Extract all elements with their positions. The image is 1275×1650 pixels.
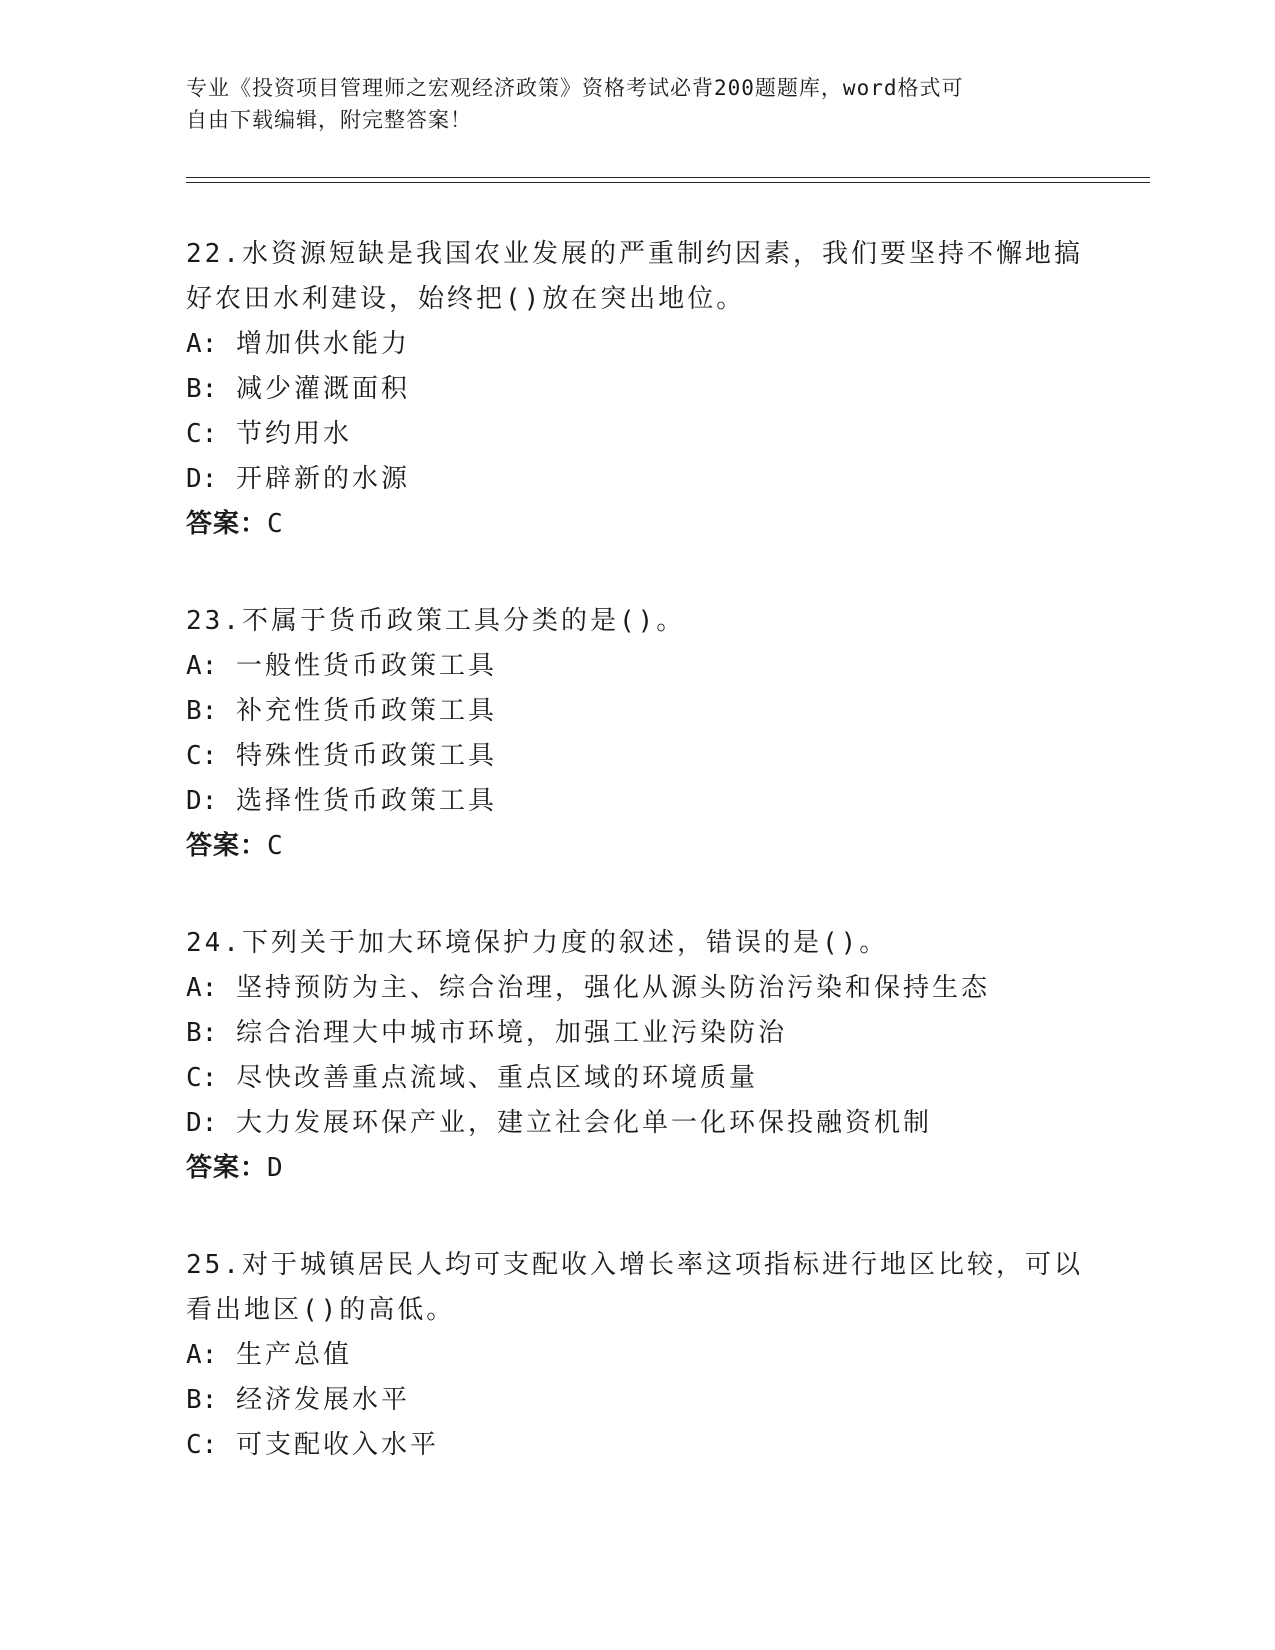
question-list bbox=[186, 232, 1086, 1520]
option-a bbox=[186, 966, 1086, 1011]
answer-label: 答案： bbox=[186, 509, 268, 539]
header-divider-top bbox=[186, 177, 1150, 178]
option-letter: B: bbox=[186, 1385, 218, 1415]
option-letter: A: bbox=[186, 1340, 218, 1370]
option-text: 减少灌溉面积 bbox=[235, 374, 410, 404]
option-d bbox=[186, 457, 1086, 502]
answer-value: D bbox=[267, 1153, 284, 1183]
option-text: 特殊性货币政策工具 bbox=[235, 741, 497, 771]
option-b bbox=[186, 367, 1086, 412]
question-stem bbox=[186, 1243, 1086, 1333]
header-divider-bottom bbox=[186, 182, 1150, 183]
question-23 bbox=[186, 599, 1086, 869]
question-stem bbox=[186, 599, 1086, 644]
option-letter: D: bbox=[186, 1108, 218, 1138]
answer-line bbox=[186, 824, 1086, 869]
option-text: 可支配收入水平 bbox=[235, 1430, 439, 1460]
document-header bbox=[186, 72, 1086, 136]
answer-line bbox=[186, 1146, 1086, 1191]
option-a bbox=[186, 644, 1086, 689]
question-text: 不属于货币政策工具分类的是()。 bbox=[241, 606, 686, 636]
question-number: 23. bbox=[186, 606, 242, 636]
option-letter: C: bbox=[186, 1430, 218, 1460]
option-text: 综合治理大中城市环境，加强工业污染防治 bbox=[235, 1018, 787, 1048]
header-title-line1: 专业《投资项目管理师之宏观经济政策》资格考试必背200题题库，word格式可 bbox=[186, 76, 964, 100]
option-letter: C: bbox=[186, 741, 218, 771]
option-letter: C: bbox=[186, 1063, 218, 1093]
answer-line bbox=[186, 502, 1086, 547]
question-stem bbox=[186, 921, 1086, 966]
option-text: 选择性货币政策工具 bbox=[235, 786, 497, 816]
answer-value: C bbox=[267, 831, 284, 861]
option-letter: B: bbox=[186, 1018, 218, 1048]
option-d bbox=[186, 779, 1086, 824]
option-c bbox=[186, 412, 1086, 457]
header-title-line2: 自由下载编辑，附完整答案！ bbox=[186, 108, 472, 132]
option-letter: A: bbox=[186, 651, 218, 681]
question-22 bbox=[186, 232, 1086, 547]
answer-label: 答案： bbox=[186, 1153, 268, 1183]
option-letter: D: bbox=[186, 464, 218, 494]
answer-value: C bbox=[267, 509, 284, 539]
option-letter: B: bbox=[186, 374, 218, 404]
option-text: 经济发展水平 bbox=[235, 1385, 410, 1415]
option-a bbox=[186, 322, 1086, 367]
option-b bbox=[186, 1378, 1086, 1423]
option-text: 尽快改善重点流域、重点区域的环境质量 bbox=[235, 1063, 758, 1093]
option-text: 补充性货币政策工具 bbox=[235, 696, 497, 726]
option-letter: B: bbox=[186, 696, 218, 726]
option-letter: A: bbox=[186, 329, 218, 359]
option-text: 生产总值 bbox=[235, 1340, 352, 1370]
question-text: 水资源短缺是我国农业发展的严重制约因素，我们要坚持不懈地搞好农田水利建设，始终把()放在突出地位。 bbox=[186, 239, 1083, 314]
option-c bbox=[186, 1056, 1086, 1101]
question-number: 24. bbox=[186, 928, 242, 958]
option-b bbox=[186, 689, 1086, 734]
option-b bbox=[186, 1011, 1086, 1056]
option-letter: A: bbox=[186, 973, 218, 1003]
option-text: 大力发展环保产业，建立社会化单一化环保投融资机制 bbox=[235, 1108, 932, 1138]
question-text: 下列关于加大环境保护力度的叙述，错误的是()。 bbox=[241, 928, 889, 958]
question-number: 22. bbox=[186, 239, 242, 269]
option-d bbox=[186, 1101, 1086, 1146]
option-a bbox=[186, 1333, 1086, 1378]
answer-label: 答案： bbox=[186, 831, 268, 861]
option-letter: D: bbox=[186, 786, 218, 816]
option-c bbox=[186, 1423, 1086, 1468]
option-text: 坚持预防为主、综合治理，强化从源头防治污染和保持生态 bbox=[235, 973, 990, 1003]
question-25 bbox=[186, 1243, 1086, 1468]
option-text: 节约用水 bbox=[235, 419, 352, 449]
option-c bbox=[186, 734, 1086, 779]
question-text: 对于城镇居民人均可支配收入增长率这项指标进行地区比较，可以看出地区()的高低。 bbox=[186, 1250, 1083, 1325]
question-number: 25. bbox=[186, 1250, 242, 1280]
question-24 bbox=[186, 921, 1086, 1191]
option-letter: C: bbox=[186, 419, 218, 449]
question-stem bbox=[186, 232, 1086, 322]
option-text: 开辟新的水源 bbox=[235, 464, 410, 494]
option-text: 一般性货币政策工具 bbox=[235, 651, 497, 681]
option-text: 增加供水能力 bbox=[235, 329, 410, 359]
